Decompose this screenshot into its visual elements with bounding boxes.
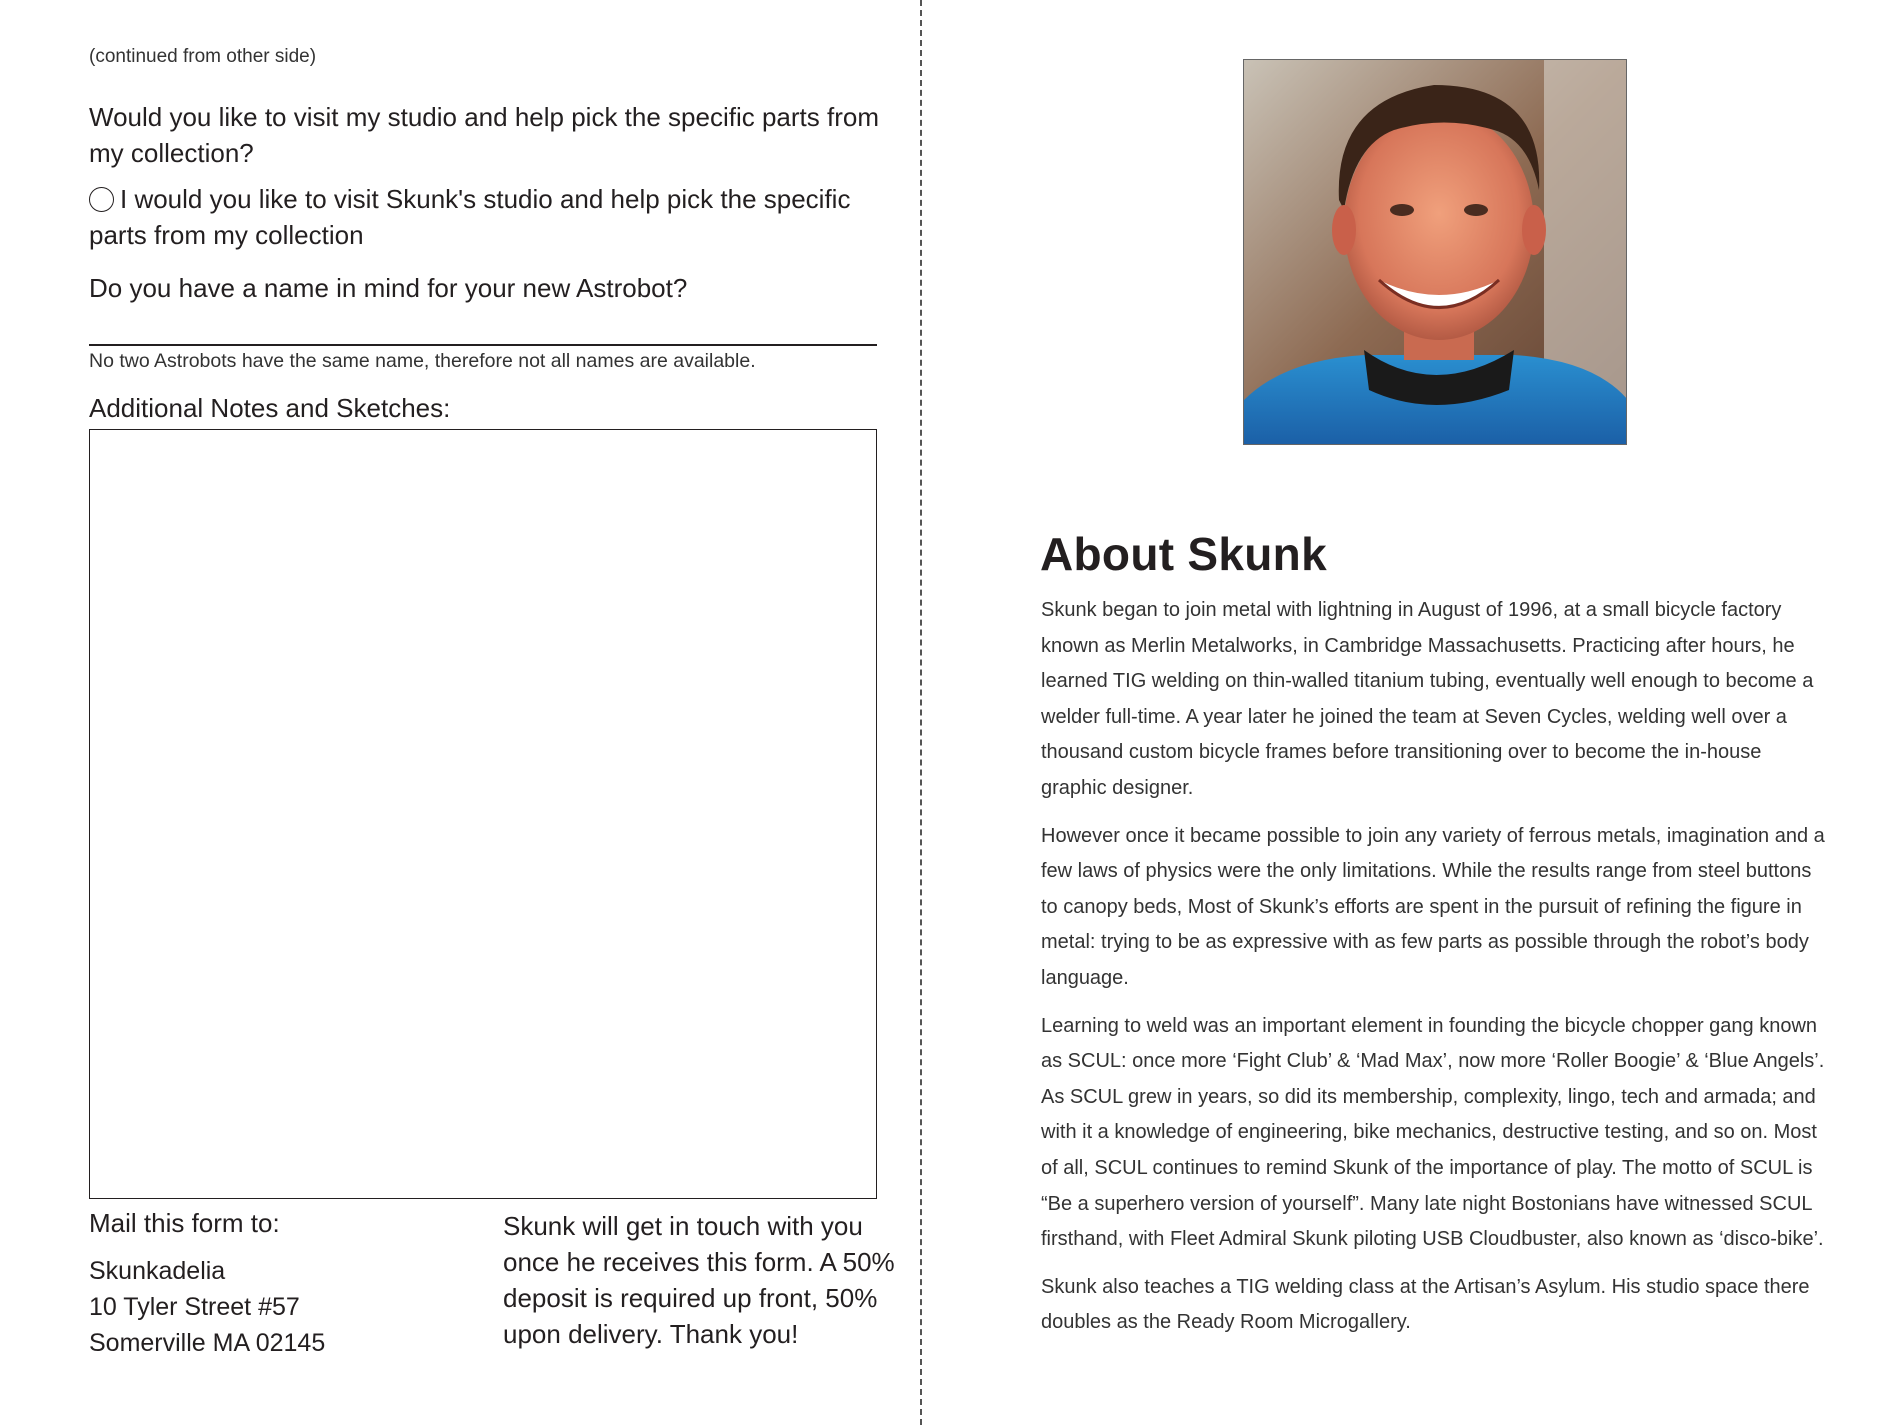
contact-note: Skunk will get in touch with you once he receives this form. A 50% deposit is required up front, 50% upon delivery. Thank you! — [503, 1211, 895, 1349]
bio-paragraph: Skunk also teaches a TIG welding class at the Artisan’s Asylum. His studio space there doubles as the Ready Room Microgallery. — [1041, 1275, 1810, 1334]
mail-label: Mail this form to: — [89, 1208, 280, 1238]
studio-visit-radio[interactable] — [89, 187, 114, 212]
name-availability-note: No two Astrobots have the same name, therefore not all names are available. — [89, 350, 756, 372]
mailing-address — [89, 1253, 325, 1361]
about-bio — [1041, 593, 1831, 1353]
name-question: Do you have a name in mind for your new Astrobot? — [89, 273, 688, 303]
bio-paragraph: Skunk began to join metal with lightning in August of 1996, at a small bicycle factory known as Merlin Metalworks, in Cambridge Massachusetts. Practicing after hours, he learned TIG welding on thin-walled titanium tubing, eventually well enough to become a welder full-time. A year later he joined the team at Seven Cycles, welding well over a thousand custom bicycle frames before transitioning over to become the in-house graphic designer. — [1041, 599, 1814, 799]
address-line-street: 10 Tyler Street #57 — [89, 1293, 300, 1321]
notes-label: Additional Notes and Sketches: — [89, 393, 451, 423]
fold-divider — [920, 0, 922, 1425]
studio-visit-option-label: I would you like to visit Skunk's studio and help pick the specific parts from my collection — [89, 184, 851, 250]
bio-paragraph: However once it became possible to join any variety of ferrous metals, imagination and a few laws of physics were the only limitations. While the results range from steel buttons to canopy beds, Most of Skunk’s efforts are spent in the pursuit of refining the figure in metal: trying to be as expressive with as few parts as possible through the robot’s body language. — [1041, 824, 1825, 989]
studio-visit-option[interactable] — [89, 181, 889, 253]
notes-sketch-box[interactable] — [89, 429, 877, 1199]
address-line-city: Somerville MA 02145 — [89, 1329, 326, 1357]
studio-question: Would you like to visit my studio and help pick the specific parts from my collection? — [89, 102, 879, 168]
bio-paragraph: Learning to weld was an important element in founding the bicycle chopper gang known as SCUL: once more ‘Fight Club’ & ‘Mad Max’, now more ‘Roller Boogie’ & ‘Blue Angels’. As SCUL grew in years, so did its membership, complexity, lingo, tech and armada; and with it a knowledge of engineering, bike mechanics, destructive testing, and so on. Most of all, SCUL continues to remind Skunk of the importance of play. The motto of SCUL is “Be a superhero version of yourself”. Many late night Bostonians have witnessed SCUL firsthand, with Fleet Admiral Skunk piloting USB Cloudbuster, also known as ‘disco-bike’. — [1041, 1014, 1825, 1251]
address-line-name: Skunkadelia — [89, 1257, 226, 1285]
continued-note: (continued from other side) — [89, 46, 317, 67]
skunk-portrait-photo — [1243, 59, 1627, 445]
about-title: About Skunk — [1040, 528, 1327, 580]
astrobot-name-field[interactable] — [89, 344, 877, 346]
